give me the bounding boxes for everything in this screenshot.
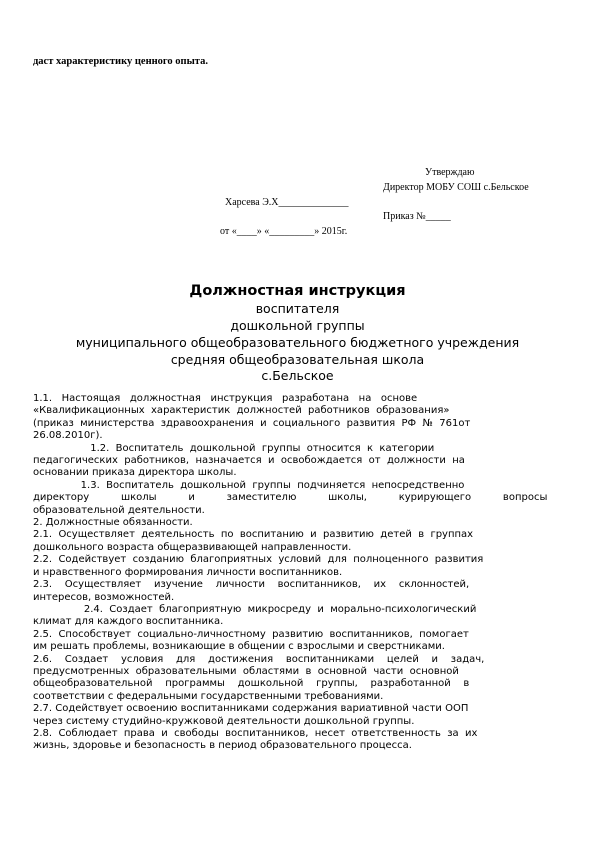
paragraph-line: педагогических работников, назначается и освобождается от должности на	[33, 455, 465, 467]
paragraph-line: через систему студийно-кружковой деятельности дошкольной группы.	[33, 715, 415, 727]
paragraph-line: 2.2. Содействует созданию благоприятных условий для полноценного развития	[33, 554, 484, 566]
document-title: Должностная инструкция	[189, 283, 406, 299]
subtitle-line: воспитателя	[255, 301, 340, 316]
paragraph-line: 2. Должностные обязанности.	[33, 517, 193, 529]
approval-date: от «____» «_________» 2015г.	[220, 226, 348, 237]
paragraph	[33, 654, 561, 704]
paragraph	[33, 703, 561, 728]
paragraph	[33, 728, 561, 753]
paragraph-line: 1.3. Воспитатель дошкольной группы подчиняется непосредственно	[33, 479, 465, 491]
paragraph-line: общеобразовательной программы дошкольной группы, разработанной в	[33, 678, 470, 690]
paragraph	[33, 604, 561, 629]
subtitle-line: средняя общеобразовательная школа	[170, 352, 425, 367]
approval-approve: Утверждаю	[425, 167, 475, 178]
paragraph	[33, 480, 561, 517]
paragraph	[33, 629, 561, 654]
header-note: даст характеристику ценного опыта.	[33, 56, 208, 67]
paragraph-line: образовательной деятельности.	[33, 504, 205, 516]
body-text	[33, 393, 561, 753]
paragraph-line: интересов, возможностей.	[33, 591, 175, 603]
approval-order: Приказ №_____	[383, 211, 451, 222]
paragraph-line: и нравственного формирования личности воспитанников.	[33, 566, 343, 578]
paragraph-line: (приказ министерства здравоохранения и социального развития РФ № 761от	[33, 417, 471, 429]
paragraph-line: 2.6. Создает условия для достижения воспитанниками целей и задач,	[33, 653, 485, 665]
paragraph-line: дошкольного возраста общеразвивающей направленности.	[33, 541, 352, 553]
paragraph-line: 2.8. Соблюдает права и свободы воспитанников, несет ответственность за их	[33, 727, 478, 739]
subtitle-line: дошкольной группы	[230, 318, 365, 333]
paragraph	[33, 443, 561, 480]
paragraph	[33, 554, 561, 579]
paragraph-line: 2.7. Содействует освоению воспитанниками содержания вариативной части ООП	[33, 703, 469, 715]
paragraph-line: основании приказа директора школы.	[33, 467, 237, 479]
paragraph-line: им решать проблемы, возникающие в общении с взрослыми и сверстниками.	[33, 641, 445, 653]
paragraph	[33, 529, 561, 554]
paragraph-line: «Квалификационных характеристик должностей работников образования»	[33, 405, 450, 417]
paragraph-line: 2.3. Осуществляет изучение личности воспитанников, их склонностей,	[33, 579, 470, 591]
paragraph-line: 1.1. Настоящая должностная инструкция разработана на основе	[33, 393, 418, 404]
paragraph-line: жизнь, здоровье и безопасность в период образовательного процесса.	[33, 740, 412, 752]
paragraph-line: соответствии с федеральными государственными требованиями.	[33, 690, 384, 702]
paragraph-line: предусмотренных образовательными областями в основной части основной	[33, 665, 459, 677]
paragraph-line: 2.5. Способствует социально-личностному развитию воспитанников, помогает	[33, 628, 469, 640]
subtitle-line: с.Бельское	[261, 368, 334, 383]
paragraph-line: климат для каждого воспитанника.	[33, 616, 224, 628]
paragraph-line: директору школы и заместителю школы, курирующего вопросы	[33, 492, 548, 504]
paragraph	[33, 579, 561, 604]
paragraph-line: 2.4. Создает благоприятную микросреду и морально-психологический	[33, 603, 477, 615]
paragraph-line: 26.08.2010г).	[33, 430, 103, 442]
paragraph-line: 2.1. Осуществляет деятельность по воспитанию и развитию детей в группах	[33, 529, 474, 541]
subtitle-line: муниципального общеобразовательного бюджетного учреждения	[75, 335, 520, 350]
paragraph	[33, 517, 561, 529]
paragraph	[33, 393, 561, 443]
paragraph-line: 1.2. Воспитатель дошкольной группы относится к категории	[33, 442, 435, 454]
approval-director: Директор МОБУ СОШ с.Бельское	[383, 182, 529, 193]
approval-signer: Харсева Э.Х______________	[225, 197, 349, 208]
